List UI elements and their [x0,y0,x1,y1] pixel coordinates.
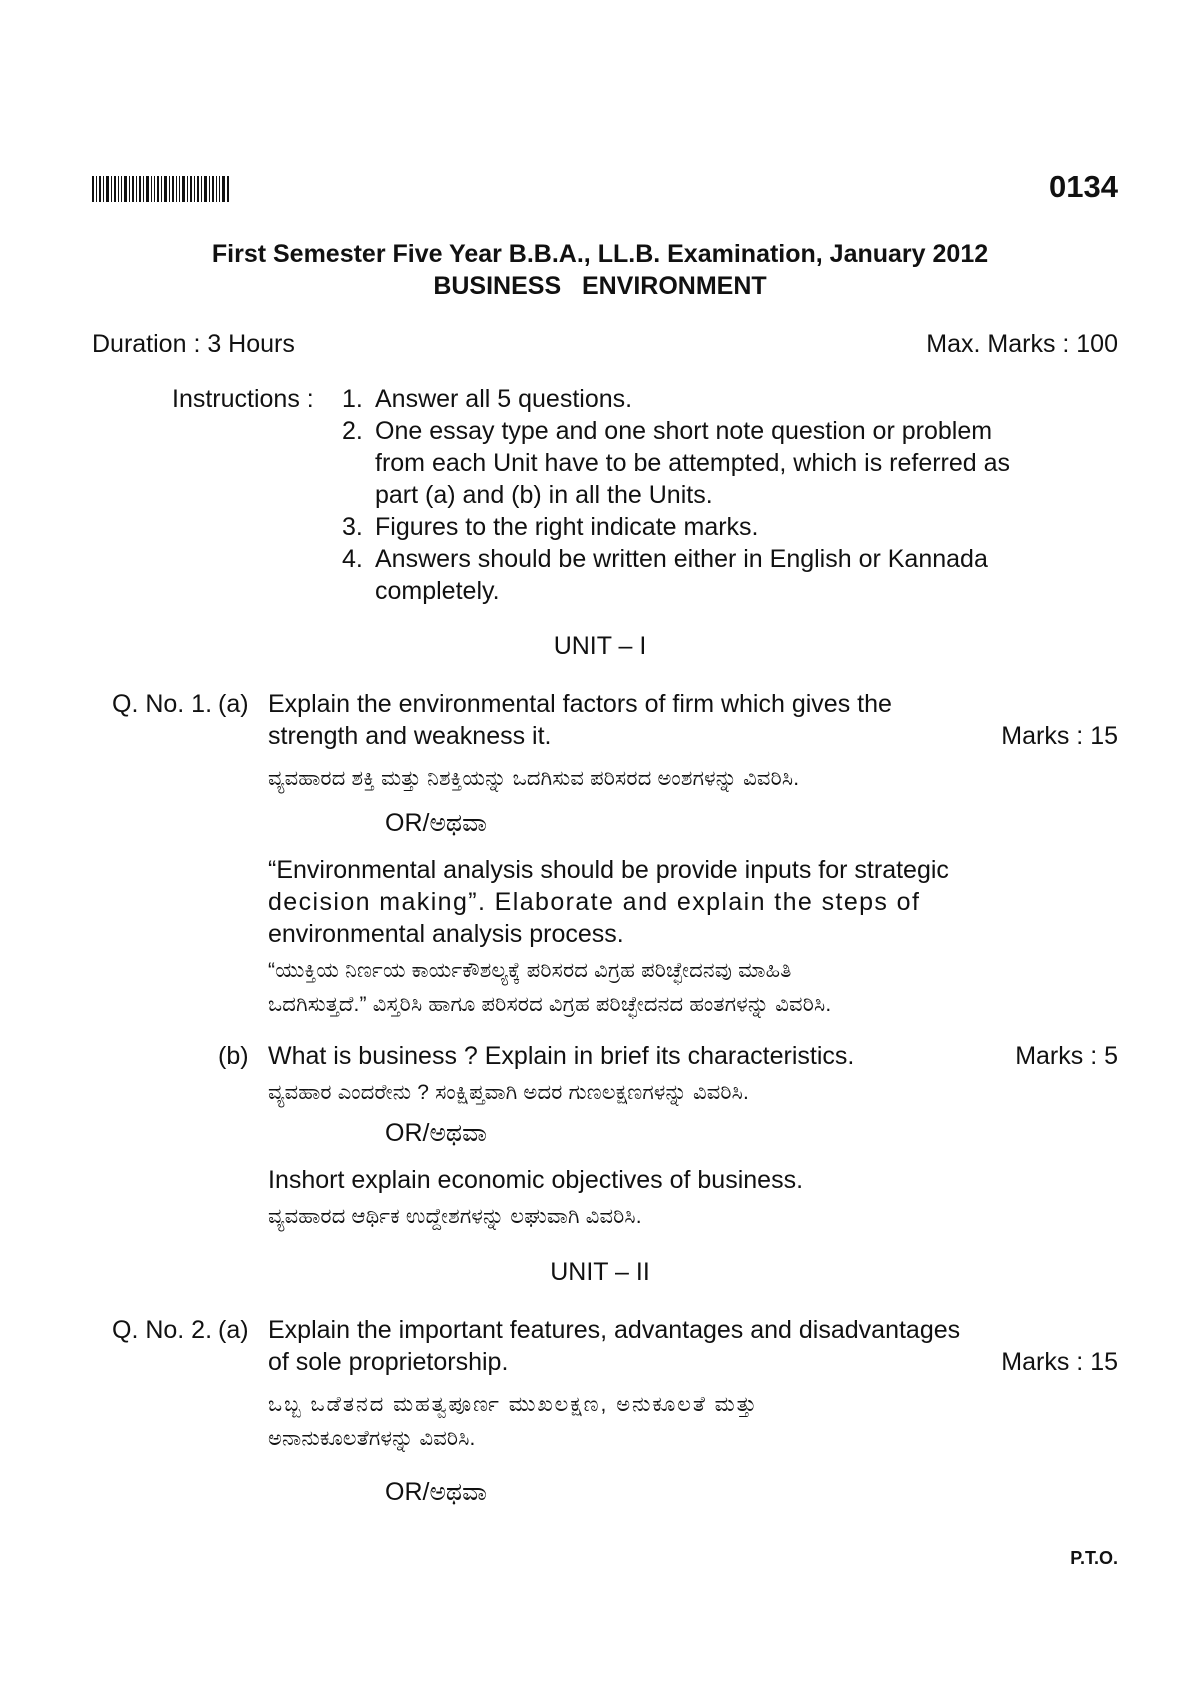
unit-heading: UNIT – I [553,632,647,660]
pto-label: P.T.O. [1070,1548,1118,1568]
instruction-text: Answers should be written either in English or Kannada [375,545,988,573]
or-separator: OR/ಅಥವಾ [385,1478,487,1506]
kannada-text: ವ್ಯವಹಾರದ ಆರ್ಥಿಕ ಉದ್ದೇಶಗಳನ್ನು ಲಘುವಾಗಿ ವಿವರಿಸಿ. [268,1205,642,1228]
kannada-text: ವ್ಯವಹಾರ ಎಂದರೇನು ? ಸಂಕ್ಷಿಪ್ತವಾಗಿ ಅದರ ಗುಣಲಕ್ಷಣಗಳನ್ನು ವಿವರಿಸಿ. [268,1081,750,1104]
instruction-text: part (a) and (b) in all the Units. [375,481,713,509]
question-text: strength and weakness it. [268,722,552,750]
marks-label: Marks : 15 [1001,722,1118,750]
part-label: (a) [218,1316,249,1344]
marks-label: Marks : 5 [1015,1042,1118,1070]
instruction-text: Figures to the right indicate marks. [375,513,759,541]
question-text: of sole proprietorship. [268,1348,509,1376]
paper-code: 0134 [1049,169,1118,204]
question-text: What is business ? Explain in brief its characteristics. [268,1042,855,1070]
question-text: Inshort explain economic objectives of business. [268,1166,804,1194]
instruction-text: from each Unit have to be attempted, which is referred as [375,449,1011,477]
instruction-number: 4. [342,545,363,573]
marks-label: Marks : 15 [1001,1348,1118,1376]
or-separator: OR/ಅಥವಾ [385,1119,487,1147]
kannada-text: ಒಬ್ಬ ಒಡೆತನದ ಮಹತ್ವಪೂರ್ಣ ಮುಖಲಕ್ಷಣ, ಅನುಕೂಲತೆ ಮತ್ತು [268,1393,759,1416]
instruction-number: 2. [342,417,363,445]
instruction-number: 1. [342,385,363,413]
max-marks: Max. Marks : 100 [926,330,1118,358]
exam-title: First Semester Five Year B.B.A., LL.B. Examination, January 2012 [211,240,989,268]
question-text: Explain the environmental factors of firm which gives the [268,690,892,718]
instruction-text: Answer all 5 questions. [375,385,633,413]
or-separator: OR/ಅಥವಾ [385,809,487,837]
question-text: “Environmental analysis should be provide inputs for strategic [268,856,949,884]
unit-heading: UNIT – II [550,1258,650,1286]
question-text: Explain the important features, advantages and disadvantages [268,1316,961,1344]
question-text: environmental analysis process. [268,920,624,948]
kannada-text: “ಯುಕ್ತಿಯ ನಿರ್ಣಯ ಕಾರ್ಯಕೌಶಲ್ಯಕ್ಕೆ ಪರಿಸರದ ವಿಗ್ರಹ ಪರಿಚ್ಛೇದನವು ಮಾಹಿತಿ [268,959,792,982]
instruction-number: 3. [342,513,363,541]
subject-title: BUSINESS ENVIRONMENT [433,272,767,300]
kannada-text: ಒದಗಿಸುತ್ತದೆ.” ವಿಸ್ತರಿಸಿ ಹಾಗೂ ಪರಿಸರದ ವಿಗ್ರಹ ಪರಿಚ್ಛೇದನದ ಹಂತಗಳನ್ನು ವಿವರಿಸಿ. [268,993,832,1016]
instruction-text: One essay type and one short note question or problem [375,417,993,445]
instructions-label: Instructions : [172,385,314,413]
question-number: Q. No. 1. [112,690,213,718]
kannada-text: ಅನಾನುಕೂಲತೆಗಳನ್ನು ವಿವರಿಸಿ. [268,1427,476,1450]
question-text: decision making”. Elaborate and explain the steps of [268,888,921,916]
duration: Duration : 3 Hours [92,330,295,358]
kannada-text: ವ್ಯವಹಾರದ ಶಕ್ತಿ ಮತ್ತು ನಿಶಕ್ತಿಯನ್ನು ಒದಗಿಸುವ ಪರಿಸರದ ಅಂಶಗಳನ್ನು ವಿವರಿಸಿ. [268,767,800,790]
instruction-text: completely. [375,577,500,605]
barcode [92,176,230,202]
question-number: Q. No. 2. [112,1316,213,1344]
part-label: (a) [218,690,249,718]
part-label: (b) [218,1042,249,1070]
